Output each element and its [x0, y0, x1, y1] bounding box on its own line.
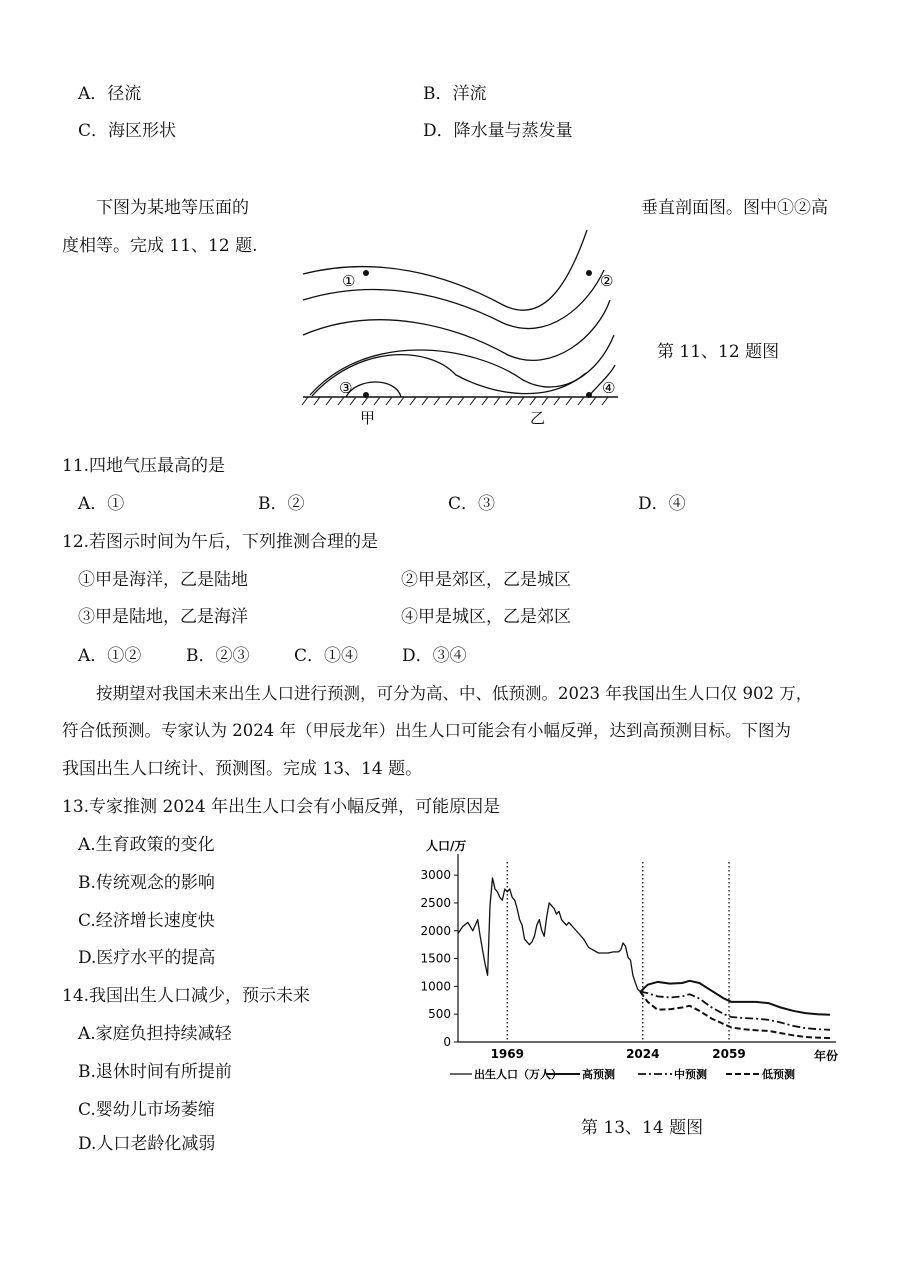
point-2-marker [586, 270, 592, 276]
isobar-profile-figure [298, 225, 628, 435]
q12-stem: 12.若图示时间为午后，下列推测合理的是 [62, 532, 379, 552]
intro-13-14-line2: 符合低预测。专家认为 2024 年（甲辰龙年）出生人口可能会有小幅反弹，达到高预测目标。下图为 [62, 721, 791, 740]
q14-option-a: A.家庭负担持续减轻 [78, 1024, 232, 1044]
q14-option-c: C.婴幼儿市场萎缩 [78, 1100, 215, 1120]
q10-option-c: C．海区形状 [78, 121, 177, 141]
q11-option-d: D．④ [638, 494, 686, 514]
x-tick-label: 2024 [626, 1047, 660, 1061]
point-4-marker [586, 392, 592, 398]
point-label-1: ① [342, 272, 356, 290]
q14-option-d: D.人口老龄化减弱 [78, 1134, 216, 1154]
q11-option-b: B．② [258, 494, 305, 514]
y-tick-label: 3000 [420, 868, 451, 883]
q13-option-b: B.传统观念的影响 [78, 873, 215, 893]
q13-stem: 13.专家推测 2024 年出生人口会有小幅反弹，可能原因是 [62, 797, 501, 817]
x-tick-label: 2059 [712, 1047, 746, 1061]
y-tick-label: 2000 [420, 923, 451, 938]
q12-item-3: ③甲是陆地，乙是海洋 [78, 607, 248, 627]
q13-option-c: C.经济增长速度快 [78, 911, 215, 931]
y-tick-label: 2500 [420, 895, 451, 910]
birth-population-chart [410, 828, 850, 1090]
q10-option-b: B．洋流 [423, 84, 487, 104]
q11-stem: 11.四地气压最高的是 [62, 456, 226, 476]
y-tick-label: 0 [443, 1035, 451, 1049]
point-label-2: ② [600, 272, 614, 290]
q12-item-1: ①甲是海洋，乙是陆地 [78, 570, 248, 590]
q12-option-b: B．②③ [186, 646, 250, 666]
series-line-2 [640, 992, 830, 1030]
series-line-3 [640, 992, 830, 1038]
intro-11-12-line2: 度相等。完成 11、12 题. [62, 236, 258, 256]
y-tick-label: 1000 [420, 979, 451, 994]
point-3-marker [363, 392, 369, 398]
q12-item-4: ④甲是城区，乙是郊区 [401, 607, 571, 627]
ground-label-jia: 甲 [360, 409, 376, 427]
q10-option-a: A．径流 [78, 84, 142, 104]
point-label-4: ④ [602, 379, 616, 397]
point-label-3: ③ [339, 379, 353, 397]
x-tick-label: 1969 [490, 1047, 524, 1061]
point-1-marker [363, 270, 369, 276]
q13-option-d: D.医疗水平的提高 [78, 948, 216, 968]
intro-13-14-line3: 我国出生人口统计、预测图。完成 13、14 题。 [62, 759, 423, 779]
y-axis-label: 人口/万 [426, 839, 467, 853]
y-tick-label: 1500 [420, 951, 451, 966]
ground-hatching [302, 397, 608, 405]
x-axis-label: 年份 [813, 1049, 838, 1063]
intro-11-12-line1-part1: 下图为某地等压面的 [96, 198, 249, 218]
q11-option-a: A．① [78, 494, 125, 514]
q14-stem: 14.我国出生人口减少，预示未来 [62, 986, 311, 1006]
y-tick-label: 500 [428, 1007, 451, 1022]
legend-label-3: 低预测 [762, 1068, 795, 1081]
q14-option-b: B.退休时间有所提前 [78, 1062, 232, 1082]
q11-option-c: C．③ [448, 494, 496, 514]
q12-option-c: C．①④ [294, 646, 359, 666]
legend-label-2: 中预测 [674, 1068, 707, 1081]
q13-option-a: A.生育政策的变化 [78, 835, 215, 855]
legend-label-0: 出生人口（万人） [474, 1068, 562, 1081]
legend-label-1: 高预测 [582, 1068, 615, 1081]
intro-11-12-line1-part2: 垂直剖面图。图中①②高 [641, 198, 828, 218]
q12-option-d: D．③④ [402, 646, 467, 666]
series-line-0 [458, 878, 640, 992]
ground-label-yi: 乙 [530, 409, 546, 427]
fig-13-14-caption: 第 13、14 题图 [581, 1118, 704, 1138]
q12-option-a: A．①② [78, 646, 142, 666]
q10-option-d: D．降水量与蒸发量 [423, 121, 573, 141]
q12-item-2: ②甲是郊区，乙是城区 [401, 570, 571, 590]
intro-13-14-line1: 按期望对我国未来出生人口进行预测，可分为高、中、低预测。2023 年我国出生人口仅 902 万， [96, 684, 813, 703]
fig-11-12-caption: 第 11、12 题图 [657, 342, 780, 362]
